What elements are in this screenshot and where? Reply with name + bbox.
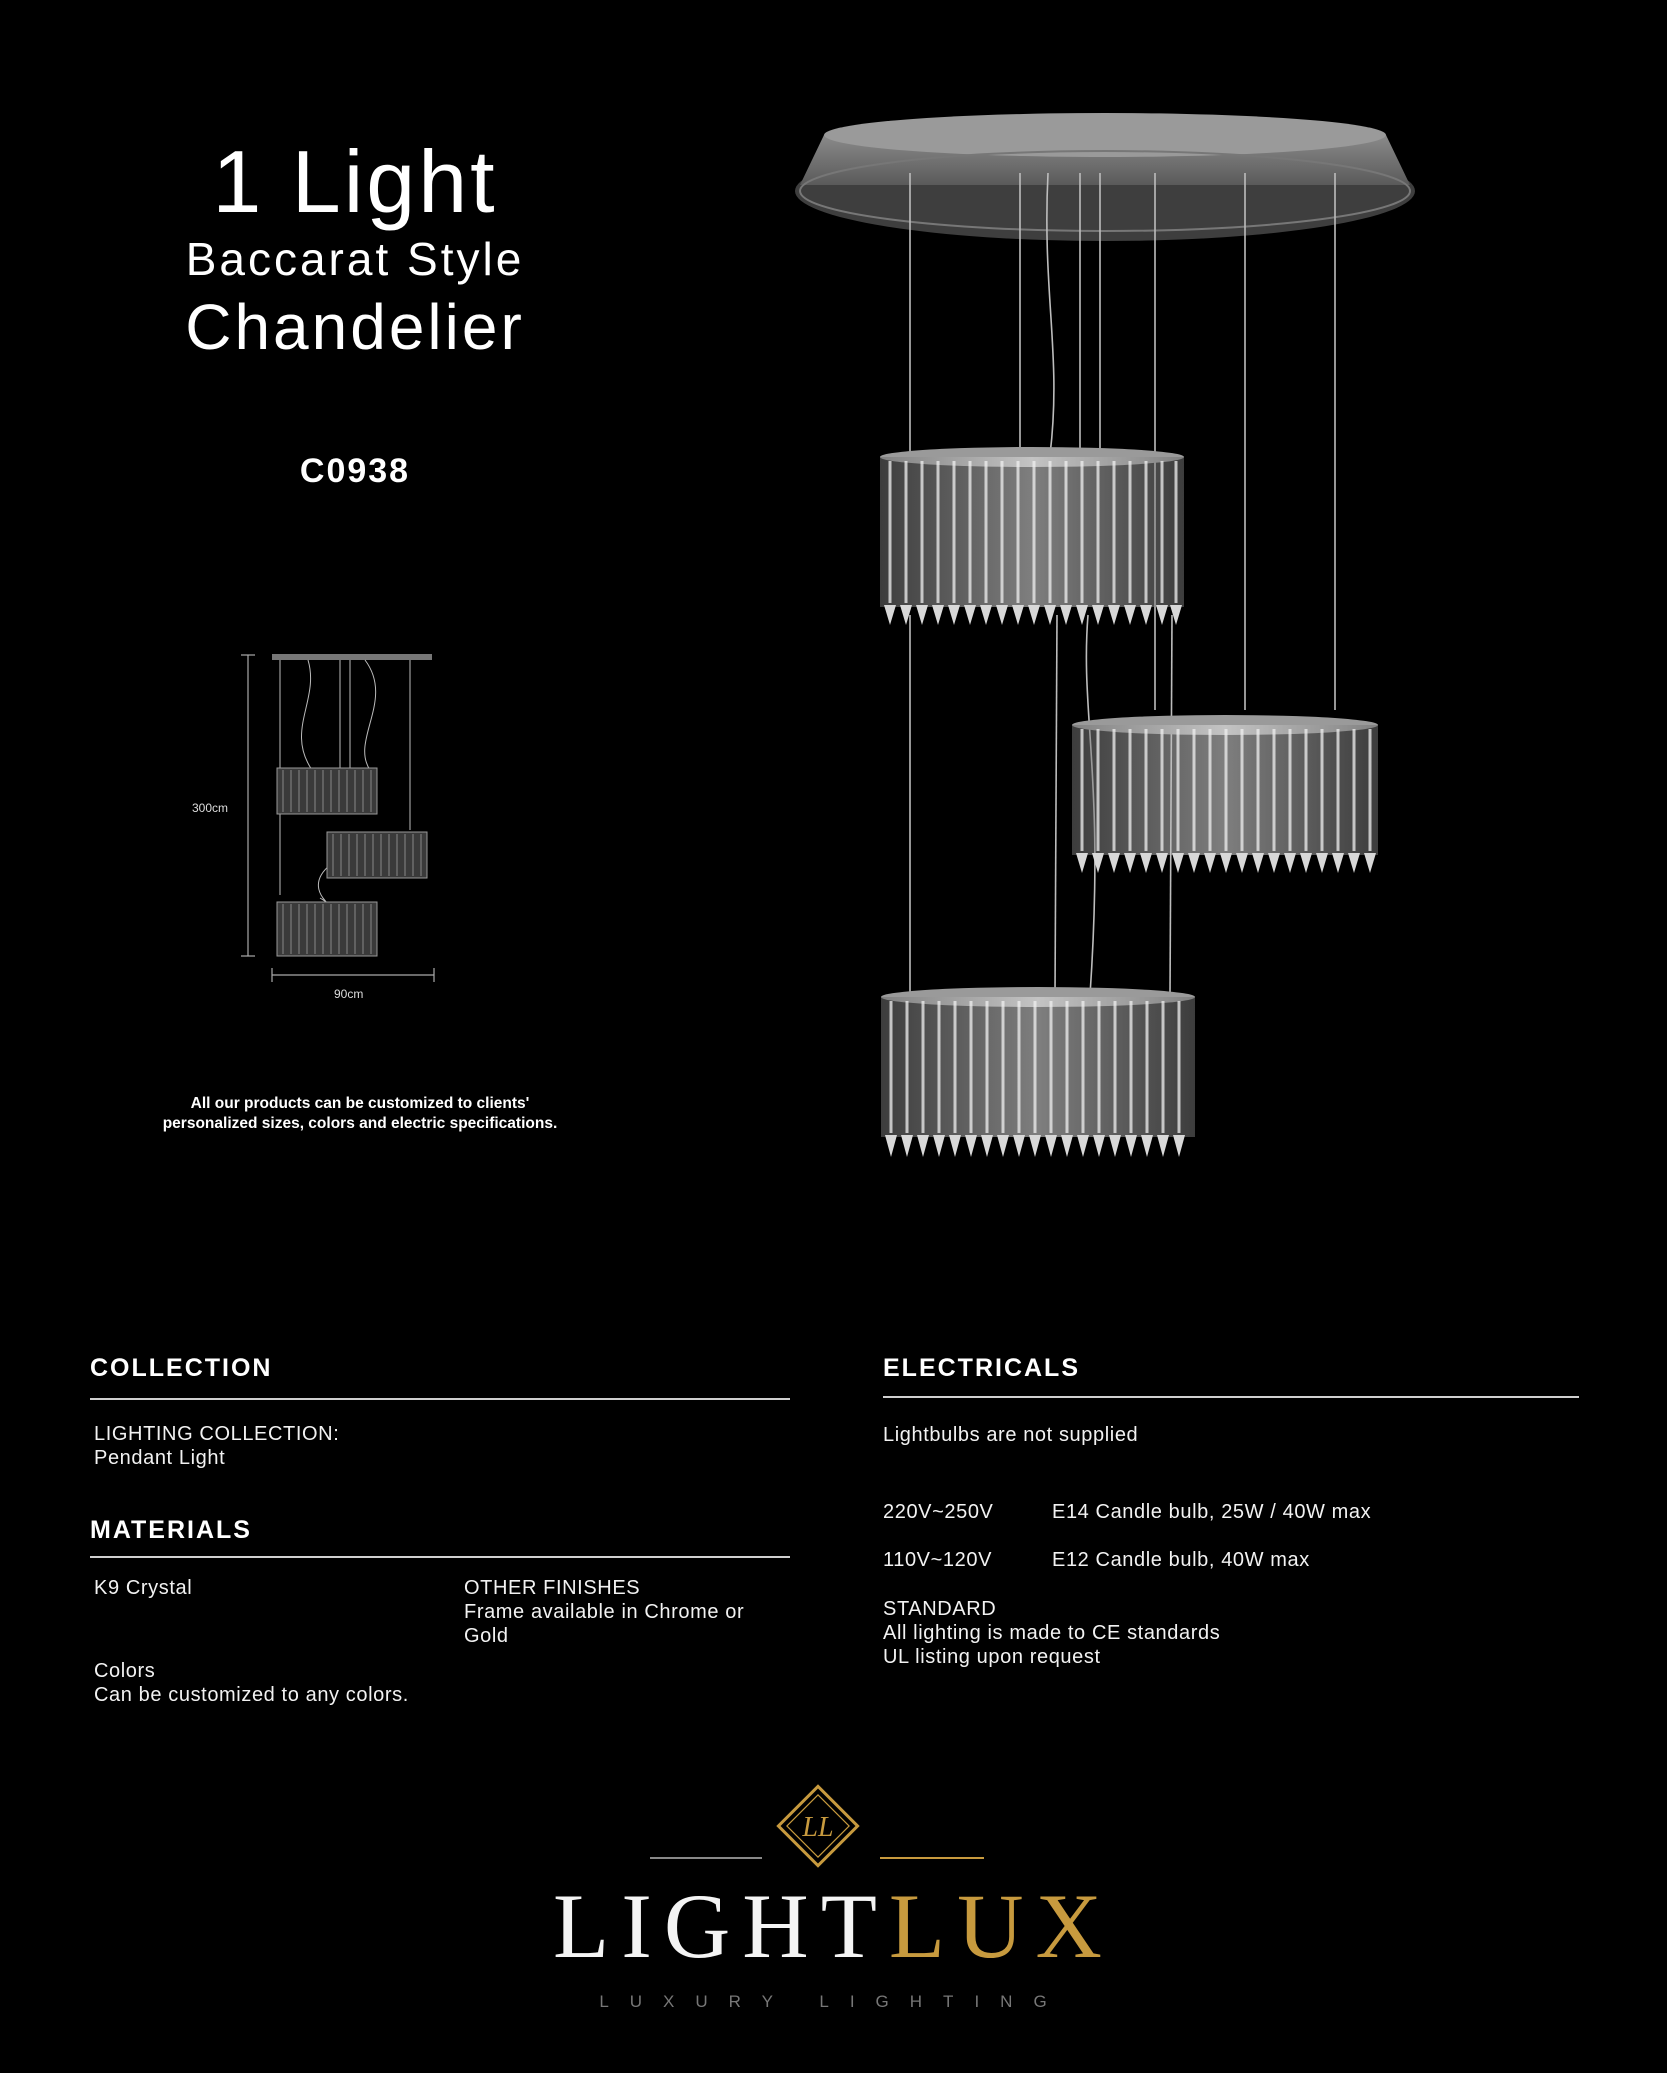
customize-note-line-1: All our products can be customized to clients' [190,1095,530,1112]
customize-note [100,1094,620,1134]
collection-label: LIGHTING COLLECTION: [94,1423,340,1445]
dimension-diagram [180,640,470,1010]
colors-heading: Colors [94,1660,156,1682]
standard-heading: STANDARD [883,1598,997,1620]
colors-info [94,1659,409,1707]
brand-word-light: LIGHT [553,1875,889,1977]
other-finishes [464,1576,794,1648]
materials-divider [90,1556,790,1558]
materials-heading: MATERIALS [90,1516,252,1544]
crystal-tier-3 [881,987,1195,1157]
height-label: 300cm [192,801,229,815]
crystal-tier-2 [1072,715,1378,873]
material-crystal: K9 Crystal [94,1577,193,1599]
model-code: C0938 [299,452,411,490]
brand-wordmark [0,1875,1667,1977]
standard-line-1: All lighting is made to CE standards [883,1622,1221,1644]
electricals-heading: ELECTRICALS [883,1354,1080,1382]
monogram-text: LL [802,1812,834,1843]
logo-rule-left [650,1857,762,1859]
collection-heading: COLLECTION [90,1354,273,1382]
voltage-110: 110V~120V [883,1549,993,1571]
chandelier-product-image [780,95,1440,1175]
monogram-logo-icon [770,1778,866,1874]
electricals-divider [883,1396,1579,1398]
standard-info [883,1597,1220,1669]
collection-info [94,1422,339,1470]
voltage-220: 220V~250V [883,1501,994,1523]
other-finishes-line-2: Gold [464,1625,509,1647]
customize-note-line-2: personalized sizes, colors and electric specifications. [162,1115,558,1132]
other-finishes-heading: OTHER FINISHES [464,1577,641,1599]
title-line-3: Chandelier [185,291,525,363]
title-line-1: 1 Light [212,132,498,231]
standard-line-2: UL listing upon request [883,1646,1101,1668]
brand-tagline: LUXURY LIGHTING [599,1992,1068,2011]
ceiling-canopy [795,113,1415,241]
crystal-tier-1 [880,447,1184,625]
colors-value: Can be customized to any colors. [94,1684,409,1706]
title-line-2: Baccarat Style [185,233,525,285]
bulb-e12: E12 Candle bulb, 40W max [1052,1549,1310,1571]
bulb-e14: E14 Candle bulb, 25W / 40W max [1052,1501,1372,1523]
collection-value: Pendant Light [94,1447,226,1469]
logo-rule-right [880,1857,984,1859]
lightbulbs-note: Lightbulbs are not supplied [883,1424,1139,1446]
collection-divider [90,1398,790,1400]
width-label: 90cm [334,987,364,1001]
brand-word-lux: LUX [888,1875,1114,1977]
other-finishes-line-1: Frame available in Chrome or [464,1601,745,1623]
